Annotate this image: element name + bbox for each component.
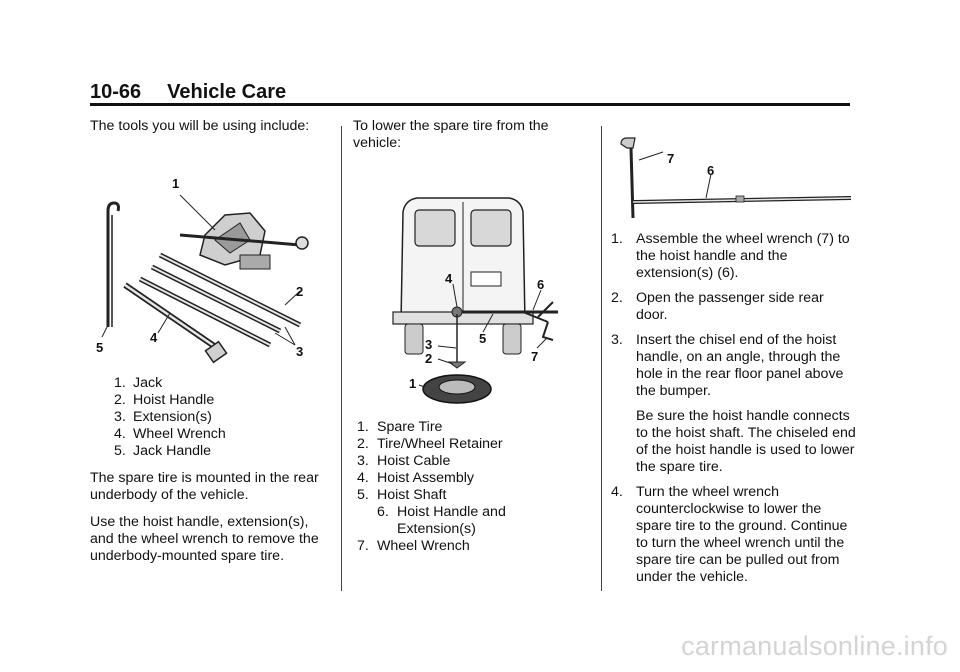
step-text: Turn the wheel wrench counterclockwise to lower the spare tire to the ground. Continue to turn the wheel wrench until the spare tire can be pulled out from under the vehicle. xyxy=(636,484,848,585)
van-callout-1: 1 xyxy=(409,376,417,391)
tools-callout-5: 5 xyxy=(96,340,104,355)
list-item xyxy=(90,443,330,460)
wrench-assembly-figure xyxy=(611,130,856,225)
list-item-label: Tire/Wheel Retainer xyxy=(377,436,503,452)
step-text: Insert the chisel end of the hoist handle, on an angle, through the hole in the rear floor panel above the bumper. xyxy=(636,332,844,399)
list-item-label: Wheel Wrench xyxy=(377,538,470,554)
list-item-number: 5. xyxy=(357,487,369,503)
column-divider-1 xyxy=(341,126,342,591)
tools-illustration xyxy=(90,145,330,375)
van-callout-4: 4 xyxy=(445,271,453,286)
list-item-label: Extension(s) xyxy=(133,409,212,425)
list-item-label: Wheel Wrench xyxy=(133,426,226,442)
tools-callout-1: 1 xyxy=(172,176,180,191)
van-callout-7: 7 xyxy=(531,349,539,364)
tools-usage-paragraph: Use the hoist handle, extension(s), and the wheel wrench to remove the underbody-mounted spare tire. xyxy=(90,514,319,564)
wrench-callout-7: 7 xyxy=(667,151,675,166)
list-item-label: Hoist Shaft xyxy=(377,487,447,503)
list-item-number: 2. xyxy=(611,290,623,306)
list-item xyxy=(611,332,856,476)
step-text: Open the passenger side rear door. xyxy=(636,290,824,323)
list-item xyxy=(611,290,856,324)
watermark: carmanualsonline.info xyxy=(681,631,948,661)
list-item xyxy=(353,504,588,538)
van-callout-5: 5 xyxy=(479,331,487,346)
list-item xyxy=(353,487,588,504)
list-item-label: Spare Tire xyxy=(377,419,443,435)
column-lowering-parts xyxy=(353,118,588,565)
van-rear-illustration xyxy=(353,162,588,377)
list-item-number: 4. xyxy=(114,426,126,442)
page-number: 10-66 xyxy=(90,81,142,103)
mount-paragraph: The spare tire is mounted in the rear underbody of the vehicle. xyxy=(90,470,319,503)
list-item xyxy=(353,419,588,436)
tools-callout-4: 4 xyxy=(150,330,158,345)
list-item-label: Hoist Cable xyxy=(377,453,451,469)
list-item-number: 3. xyxy=(611,332,623,348)
list-item xyxy=(353,436,588,453)
step-note: Be sure the hoist handle connects to the hoist shaft. The chiseled end of the hoist handle is used to lower the spare tire. xyxy=(636,408,856,475)
parts-list xyxy=(353,419,588,555)
list-item-number: 1. xyxy=(611,231,623,247)
column-divider-2 xyxy=(601,126,602,591)
list-item xyxy=(90,375,330,392)
list-item xyxy=(353,538,588,555)
list-item-number: 2. xyxy=(114,392,126,408)
list-item xyxy=(90,409,330,426)
section-title: Vehicle Care xyxy=(167,81,287,103)
list-item xyxy=(353,453,588,470)
tools-list xyxy=(90,375,330,460)
list-item-number: 5. xyxy=(114,443,126,459)
lowering-intro: To lower the spare tire from the vehicle: xyxy=(353,118,549,151)
list-item-label: Hoist Assembly xyxy=(377,470,474,486)
header-rule xyxy=(90,103,850,106)
list-item-label: Hoist Handle xyxy=(133,392,215,408)
tools-callout-3: 3 xyxy=(296,344,304,359)
van-callout-6: 6 xyxy=(537,277,545,292)
list-item-number: 3. xyxy=(114,409,126,425)
list-item-number: 6. xyxy=(377,504,389,520)
list-item-label: Jack Handle xyxy=(133,443,212,459)
list-item-number: 7. xyxy=(357,538,369,554)
list-item-number: 1. xyxy=(357,419,369,435)
list-item-label: Hoist Handle and Extension(s) xyxy=(397,504,506,537)
tools-callout-2: 2 xyxy=(296,284,304,299)
page-header xyxy=(90,80,850,104)
van-callout-3: 3 xyxy=(425,337,433,352)
list-item xyxy=(611,231,856,282)
header-text xyxy=(90,80,850,104)
list-item-number: 1. xyxy=(114,375,126,391)
list-item xyxy=(90,426,330,443)
step-text: Assemble the wheel wrench (7) to the hoist handle and the extension(s) (6). xyxy=(636,231,850,281)
steps-list xyxy=(611,231,856,586)
column-tools xyxy=(90,118,330,575)
spare-tire-illustration xyxy=(353,369,588,407)
list-item xyxy=(90,392,330,409)
tools-figure xyxy=(90,145,330,375)
list-item-number: 3. xyxy=(357,453,369,469)
wrench-assembly-illustration xyxy=(611,130,856,225)
list-item-number: 4. xyxy=(611,484,623,500)
tools-intro: The tools you will be using include: xyxy=(90,118,310,134)
spare-tire-figure xyxy=(353,369,588,407)
list-item xyxy=(353,470,588,487)
list-item-number: 4. xyxy=(357,470,369,486)
wrench-callout-6: 6 xyxy=(707,163,715,178)
van-callout-2: 2 xyxy=(425,351,433,366)
column-steps xyxy=(611,130,856,596)
list-item-number: 2. xyxy=(357,436,369,452)
van-rear-figure xyxy=(353,162,588,377)
list-item-label: Jack xyxy=(133,375,163,391)
list-item xyxy=(611,484,856,586)
